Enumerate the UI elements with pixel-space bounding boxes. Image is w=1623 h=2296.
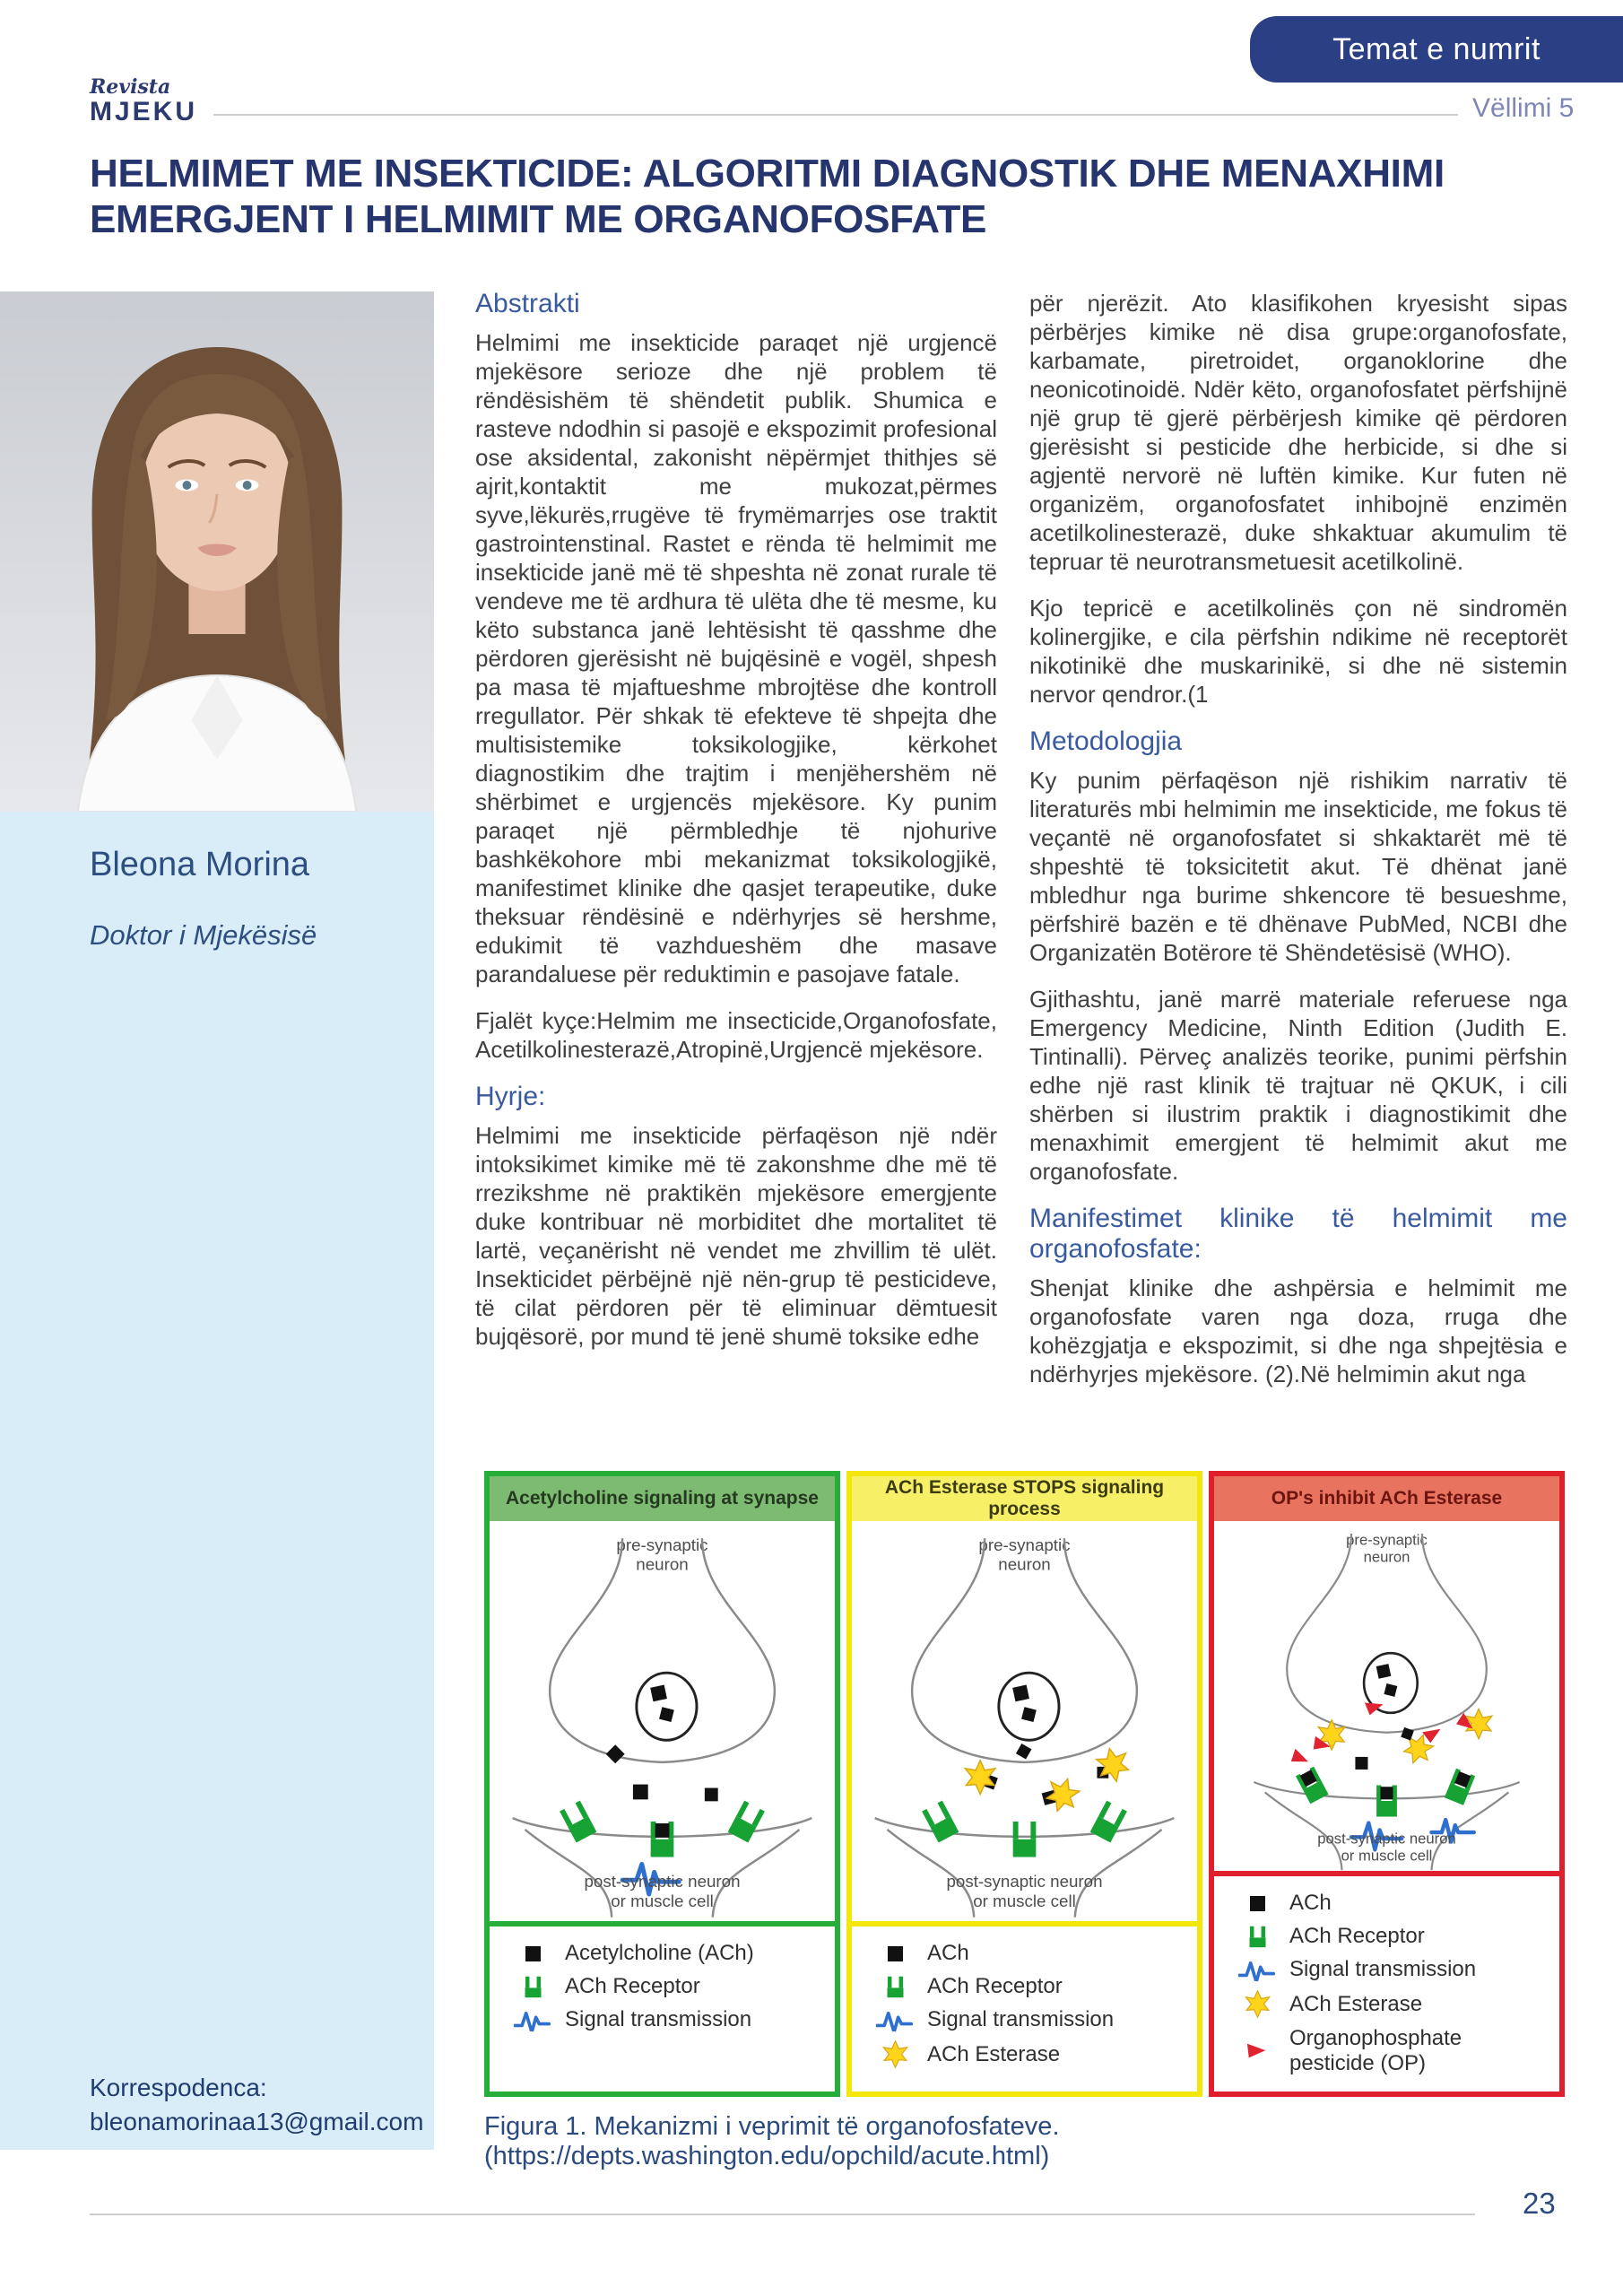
svg-text:neuron: neuron xyxy=(998,1554,1051,1574)
legend-item: Signal transmission xyxy=(513,2007,828,2032)
correspondence-block xyxy=(90,2071,423,2139)
issue-topics-badge xyxy=(1250,16,1623,83)
legend-item: Signal transmission xyxy=(875,2007,1190,2032)
op-icon xyxy=(1237,2040,1277,2062)
cholinergic-paragraph: Kjo tepricë e acetilkolinës çon në sindromën kolinergjike, e cila përfshin ndikime në receptorët nikotinikë dhe muskarinikë, si dhe në sistemin nervor qendror.(1 xyxy=(1029,595,1567,708)
legend-item: Acetylcholine (ACh) xyxy=(513,1941,828,1966)
article-title: HELMIMET ME INSEKTICIDE: ALGORITMI DIAGNOSTIK DHE MENAXHIMI EMERGJENT I HELMIMIT ME ORGANOFOSFATE xyxy=(90,152,1445,242)
legend-item: Organophosphate pesticide (OP) xyxy=(1237,2026,1552,2076)
legend-item: ACh xyxy=(1237,1891,1552,1916)
svg-text:or muscle cell: or muscle cell xyxy=(611,1891,714,1910)
author-photo-image xyxy=(0,291,434,812)
intro-paragraph: Helmimi me insekticide përfaqëson një ndër intoksikimet kimike më të zakonshme dhe më të rrezikshme në praktikën mjekësore emergjente duke kontribuar në morbiditet dhe mortalitet të lartë, veçanërisht në vendet me zhvillim të ulët. Insekticidet përbëjnë një nën-grup të pesticideve, të cilat përdoren për të eliminuar dëmtuesit bujqësorë, por mund të jenë shumë toksike edhe xyxy=(475,1122,997,1350)
correspondence-label: Korrespodenca: xyxy=(90,2074,267,2102)
svg-text:pre-synaptic: pre-synaptic xyxy=(978,1535,1071,1554)
ach-icon xyxy=(513,1946,552,1961)
synapse-diagram-esterase xyxy=(852,1521,1197,1921)
figure-1 xyxy=(484,1471,1565,2097)
synapse-diagram-normal xyxy=(490,1521,835,1921)
journal-logo-name: MJEKU xyxy=(90,97,198,126)
correspondence-email[interactable]: bleonamorinaa13@gmail.com xyxy=(90,2108,424,2136)
author-degree: Doktor i Mjekësisë xyxy=(90,919,317,951)
figure-caption: Figura 1. Mekanizmi i veprimit të organofosfateve. (https://depts.washington.edu/opchild/acute.html) xyxy=(484,2112,1060,2170)
figure-legend-3 xyxy=(1214,1871,1559,2092)
svg-text:post-synaptic neuron: post-synaptic neuron xyxy=(946,1872,1103,1892)
intro-heading: Hyrje: xyxy=(475,1082,546,1111)
svg-text:or muscle cell: or muscle cell xyxy=(973,1891,1076,1910)
legend-item: ACh Receptor xyxy=(513,1974,828,1999)
abstract-paragraph: Helmimi me insekticide paraqet një urgjencë mjekësore serioze dhe një problem të rëndësishëm të shëndetit publik. Shumica e rasteve ndodhin si pasojë e ekspozimit profesional ose aksidental, zakonisht nëpërmjet thithjes së ajrit,kontaktit me mukozat,përmes syve,lëkurës,rrugëve të frymëmarrjes ose traktit gastrointenstinal. Rastet e rënda të helmimit me insekticide janë më të shpeshta në zonat rurale të vendeve me të ardhura të ulëta dhe të mesme, ku këto substanca janë lehtësisht të qasshme dhe përdoren gjerësisht në bujqësinë e vogël, shpesh pa masa të mjaftueshme mbrojtëse dhe kontroll rregullator. Për shkak të efekteve të shpejta dhe multisistemike toksikologjike, kërkohet diagnostikim dhe trajtim i menjëhershëm në shërbimet e urgjencës mjekësore. Ky punim paraqet një përmbledhje të njohurive bashkëkohore mbi mekanizmat toksikologjikë, manifestimet klinike dhe qasjet terapeutike, duke theksuar rëndësinë e ndërhyrjes së hershme, edukimit të vazhdueshëm dhe masave parandaluese për reduktimin e pasojave fatale. xyxy=(475,329,997,987)
classification-paragraph: për njerëzit. Ato klasifikohen kryesisht sipas përbërjes kimike në disa grupe:organofosfate, karbamate, piretroidet, organoklorine dhe neonicotinoidë. Ndër këto, organofosfatet përfshijnë një grup të gjerë përbërjesh kimike që përdoren gjerësisht si pesticide dhe herbicide, si dhe si agjentë nervorë në luftën kimike. Kur futen në organizëm, organofosfatet inhibojnë enzimën acetilkolinesterazë, duke shkaktuar akumulim të tepruar të neurotransmetuesit acetilkolinë. xyxy=(1029,290,1567,575)
figure-panel-title: Acetylcholine signaling at synapse xyxy=(490,1476,835,1521)
svg-text:post-synaptic neuron: post-synaptic neuron xyxy=(584,1872,741,1892)
header-divider xyxy=(213,114,1458,116)
manifestations-heading: Manifestimet klinike të helmimit me organofosfate: xyxy=(1029,1204,1567,1264)
figure-legend-1 xyxy=(490,1921,835,2092)
methods-paragraph-1: Ky punim përfaqëson një rishikim narrativ të literaturës mbi helmimin me insekticide, me fokus të veçantë në organofosfatet si shkaktarët më të shpeshtë të toksicitetit akut. Të dhënat janë mbledhur nga burime shkencore të besueshme, përfshirë bazën e të dhënave PubMed, NCBI dhe Organizatën Botërore të Shëndetësisë (WHO). xyxy=(1029,767,1567,966)
legend-item: ACh Esterase xyxy=(1237,1990,1552,2018)
page-number: 23 xyxy=(1523,2187,1556,2220)
figure-legend-2 xyxy=(852,1921,1197,2092)
legend-item: ACh xyxy=(875,1941,1190,1966)
author-sidebar xyxy=(0,812,434,2150)
journal-logo xyxy=(90,75,197,127)
esterase-icon xyxy=(875,2040,915,2068)
signal-icon xyxy=(1237,1958,1277,1981)
volume-label: Vëllimi 5 xyxy=(1472,93,1575,123)
figure-panel-title: OP's inhibit ACh Esterase xyxy=(1214,1476,1559,1521)
svg-text:pre-synaptic: pre-synaptic xyxy=(616,1535,708,1554)
methods-heading: Metodologjia xyxy=(1029,726,1183,756)
signal-icon xyxy=(513,2008,552,2031)
receptor-icon xyxy=(513,1975,552,1999)
esterase-icon xyxy=(1237,1990,1277,2018)
ach-icon xyxy=(875,1946,915,1961)
abstract-heading: Abstrakti xyxy=(475,289,580,318)
svg-text:neuron: neuron xyxy=(636,1554,689,1574)
receptor-icon xyxy=(875,1975,915,1999)
svg-text:neuron: neuron xyxy=(1363,1548,1410,1566)
signal-icon xyxy=(875,2008,915,2031)
methods-paragraph-2: Gjithashtu, janë marrë materiale referuese nga Emergency Medicine, Ninth Edition (Judith E. Tintinalli). Përveç analizës teorike, punimi përfshin edhe një rast klinik të trajtuar në QKUK, i cili shërben si ilustrim praktik i diagnostikimit dhe menaxhimit emergjent të helmimit akut me organofosfate. xyxy=(1029,986,1567,1185)
synapse-diagram-op xyxy=(1214,1521,1559,1871)
ach-icon xyxy=(1237,1896,1277,1911)
legend-item: Signal transmission xyxy=(1237,1957,1552,1982)
svg-text:post-synaptic neuron: post-synaptic neuron xyxy=(1317,1830,1456,1848)
legend-item: ACh Esterase xyxy=(875,2040,1190,2068)
column-right xyxy=(1029,289,1567,1406)
receptor-icon xyxy=(1237,1925,1277,1949)
figure-panel-esterase-stops xyxy=(846,1471,1202,2097)
issue-topics-badge-label: Temat e numrit xyxy=(1332,31,1541,66)
keywords-paragraph: Fjalët kyçe:Helmim me insecticide,Organofosfate, Acetilkolinesterazë,Atropinë,Urgjencë mjekësore. xyxy=(475,1007,997,1063)
svg-text:or muscle cell: or muscle cell xyxy=(1341,1847,1433,1865)
footer-divider xyxy=(90,2213,1475,2215)
manifestations-paragraph: Shenjat klinike dhe ashpërsia e helmimit me organofosfate varen nga doza, rruga dhe kohëzgjatja e ekspozimit, si dhe nga shpejtësia e ndërhyrjes mjekësore. (2).Në helmimin akut nga xyxy=(1029,1274,1567,1387)
figure-panel-title: ACh Esterase STOPS signaling process xyxy=(852,1476,1197,1521)
svg-text:pre-synaptic: pre-synaptic xyxy=(1346,1531,1428,1549)
author-photo xyxy=(0,291,434,812)
author-name: Bleona Morina xyxy=(90,846,310,883)
column-abstract xyxy=(475,289,997,1369)
legend-item: ACh Receptor xyxy=(875,1974,1190,1999)
figure-panel-acetylcholine-signaling xyxy=(484,1471,840,2097)
figure-panel-op-inhibit xyxy=(1209,1471,1565,2097)
journal-logo-top: Revista xyxy=(90,75,171,99)
legend-item: ACh Receptor xyxy=(1237,1924,1552,1949)
